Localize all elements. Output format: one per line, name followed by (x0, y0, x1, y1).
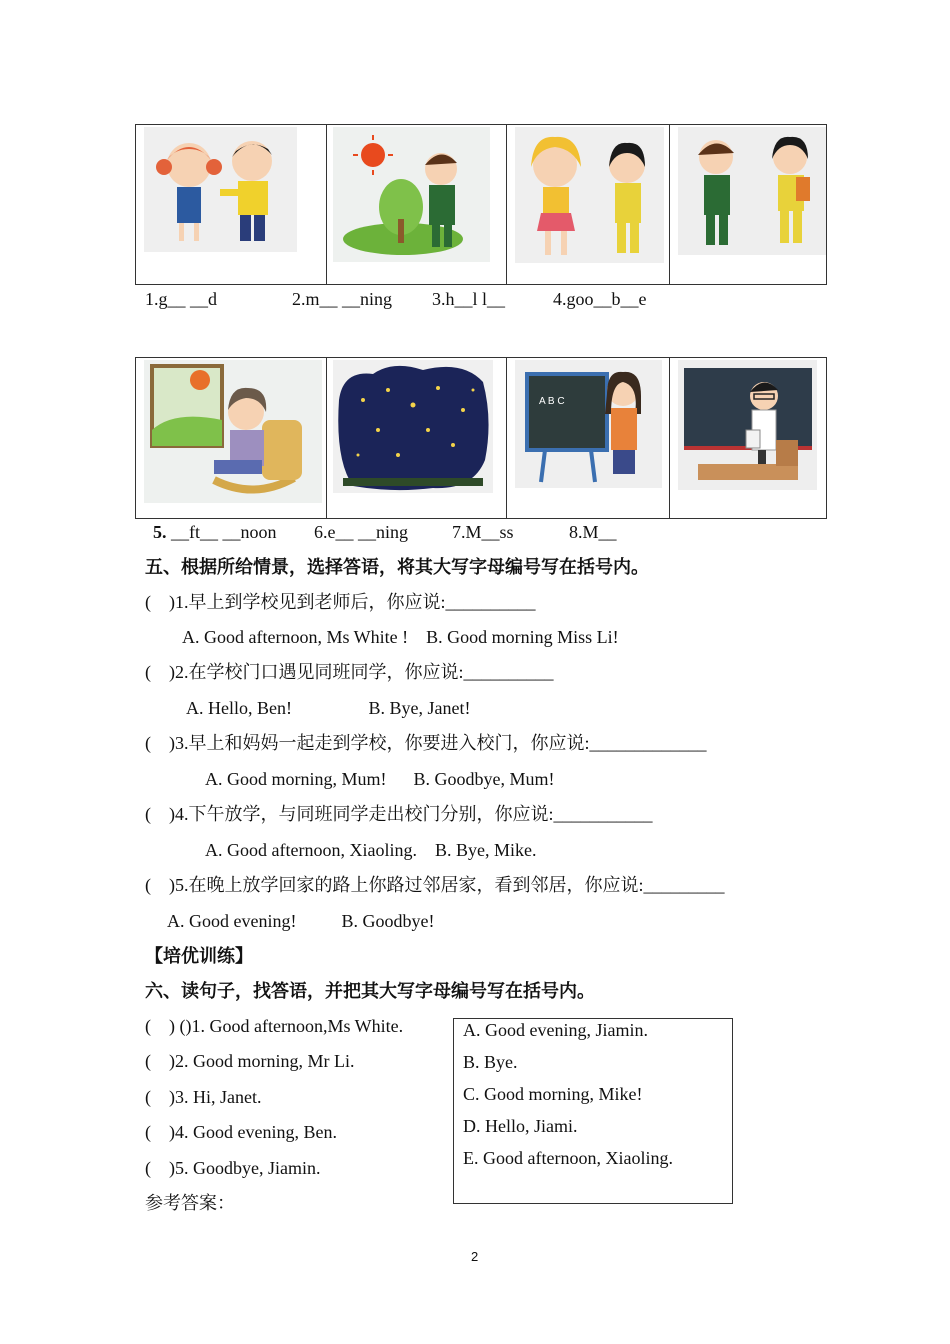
s5-options-3: A. Good morning, Mum! B. Goodbye, Mum! (205, 769, 555, 789)
s5-question-1: ( )1.早上到学校见到老师后，你应说:__________ (145, 592, 536, 612)
s5-question-3: ( )3.早上和妈妈一起走到学校，你要进入校门，你应说:_____________ (145, 733, 707, 753)
blank-8: 8.M__ (569, 522, 617, 542)
s5-options-2: A. Hello, Ben! B. Bye, Janet! (186, 698, 471, 718)
picture-table-row-2 (135, 357, 827, 519)
picture-cell-8 (670, 358, 826, 518)
s6-question-5: ( )5. Goodbye, Jiamin. (145, 1158, 321, 1178)
s6-answer-b: B. Bye. (463, 1052, 518, 1072)
answer-options-box (453, 1018, 733, 1204)
svg-text:A B C: A B C (538, 396, 565, 407)
blank-3: 3.h__l l__ (432, 289, 506, 309)
male-teacher-podium-illustration (678, 360, 817, 490)
blank-4: 4.goo__b__e (553, 289, 647, 309)
two-children-greeting-illustration (144, 127, 297, 252)
picture-cell-5 (136, 358, 327, 518)
picture-cell-6 (327, 358, 506, 518)
section-5-heading: 五、根据所给情景，选择答语，将其大写字母编号写在括号内。 (145, 557, 649, 577)
boy-morning-sun-illustration (333, 127, 490, 262)
teacher-blackboard-illustration (515, 360, 662, 488)
s6-question-1: ( ) ()1. Good afternoon,Ms White. (145, 1016, 404, 1036)
blank-5: __ft__ __noon (171, 522, 277, 542)
s5-question-4: ( )4.下午放学，与同班同学走出校门分别，你应说:___________ (145, 804, 653, 824)
s6-question-4: ( )4. Good evening, Ben. (145, 1122, 337, 1142)
blank-6: 6.e__ __ning (314, 522, 408, 542)
reference-answers-label: 参考答案： (145, 1193, 235, 1213)
blank-2: 2.m__ __ning (292, 289, 393, 309)
extra-training-heading: 【培优训练】 (145, 946, 253, 966)
s5-question-2: ( )2.在学校门口遇见同班同学，你应说:__________ (145, 662, 554, 682)
children-waving-goodbye-illustration (678, 127, 826, 255)
s6-answer-e: E. Good afternoon, Xiaoling. (463, 1148, 673, 1168)
grandmother-afternoon-illustration (144, 360, 322, 503)
s5-question-5: ( )5.在晚上放学回家的路上你路过邻居家，看到邻居，你应说:_________ (145, 875, 725, 895)
s6-question-3: ( )3. Hi, Janet. (145, 1087, 262, 1107)
picture-cell-1 (136, 125, 327, 284)
picture-cell-3 (507, 125, 671, 284)
s6-answer-a: A. Good evening, Jiamin. (463, 1020, 648, 1040)
s6-answer-d: D. Hello, Jiami. (463, 1116, 578, 1136)
picture-table-row-1 (135, 124, 827, 285)
s5-options-1: A. Good afternoon, Ms White ! B. Good morning Miss Li! (182, 627, 619, 647)
blank-7: 7.M__ss (452, 522, 514, 542)
blank-5-number: 5. (153, 522, 167, 542)
girls-greeting-illustration (515, 127, 664, 263)
blank-1: 1.g__ __d (145, 289, 217, 309)
picture-cell-4 (670, 125, 826, 284)
night-sky-illustration (333, 360, 493, 493)
section-6-heading: 六、读句子，找答语，并把其大写字母编号写在括号内。 (145, 981, 595, 1001)
s5-options-5: A. Good evening! B. Goodbye! (167, 911, 435, 931)
picture-cell-2 (327, 125, 506, 284)
page-number: 2 (471, 1249, 479, 1264)
s5-options-4: A. Good afternoon, Xiaoling. B. Bye, Mike. (205, 840, 537, 860)
picture-cell-7 (507, 358, 671, 518)
s6-question-2: ( )2. Good morning, Mr Li. (145, 1051, 355, 1071)
s6-answer-c: C. Good morning, Mike! (463, 1084, 643, 1104)
